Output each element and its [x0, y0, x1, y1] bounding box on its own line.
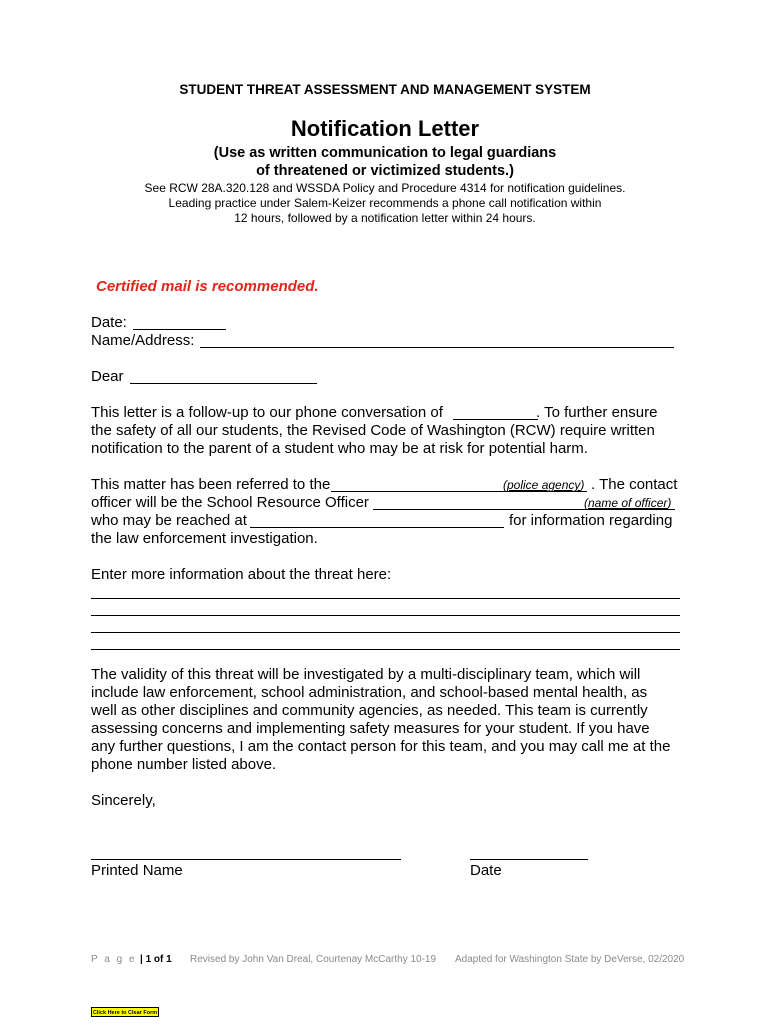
dear-label: Dear [91, 368, 124, 385]
threat-info-line-4[interactable] [91, 649, 680, 650]
revised-note: Revised by John Van Dreal, Courtenay McCarthy 10-19 [190, 954, 437, 965]
printed-name-label: Printed Name [91, 862, 183, 879]
date-label: Date: [91, 314, 127, 331]
page-number: | 1 of 1 [140, 954, 172, 965]
threat-info-line-3[interactable] [91, 632, 680, 633]
signature-date-label: Date [470, 862, 502, 879]
name-address-label: Name/Address: [91, 332, 195, 349]
signature-date-field[interactable] [470, 859, 588, 860]
certified-mail-note: Certified mail is recommended. [96, 278, 319, 295]
p1-line-3: notification to the parent of a student who may be at risk for potential harm. [91, 440, 588, 457]
p2-line-2-a: officer will be the School Resource Officer [91, 494, 369, 511]
clear-form-button[interactable]: Click Here to Clear Form [91, 1007, 159, 1017]
p3-line-6: phone number listed above. [91, 756, 277, 773]
subtitle-line-2: of threatened or victimized students.) [256, 163, 514, 179]
p3-line-1: The validity of this threat will be investigated by a multi-disciplinary team, which will [91, 666, 641, 683]
p3-line-4: assessing concerns and implementing safety measures for your student. If you have [91, 720, 650, 737]
dear-field[interactable] [130, 383, 317, 384]
guideline-line-3: 12 hours, followed by a notification letter within 24 hours. [234, 211, 536, 225]
adapted-note: Adapted for Washington State by DeVerse, 02/2020 [455, 954, 685, 965]
p1-line-1-b: . To further ensure [536, 404, 658, 421]
p3-line-3: well as other disciplines and community agencies, as needed. This team is currently [91, 702, 648, 719]
document-title: Notification Letter [290, 116, 480, 141]
p2-line-4: the law enforcement investigation. [91, 530, 318, 547]
officer-name-hint: (name of officer) [584, 496, 672, 510]
guideline-line-2: Leading practice under Salem-Keizer recommends a phone call notification within [168, 196, 602, 210]
guideline-line-1: See RCW 28A.320.128 and WSSDA Policy and Procedure 4314 for notification guidelines. [144, 181, 626, 195]
p2-line-1-a: This matter has been referred to the [91, 476, 331, 493]
subtitle-line-1: (Use as written communication to legal guardians [213, 145, 557, 161]
p2-line-1-b: . The contact [591, 476, 678, 493]
date-field[interactable] [133, 329, 226, 330]
p3-line-5: any further questions, I am the contact person for this team, and you may call me at the [91, 738, 671, 755]
p2-line-3-b: for information regarding [509, 512, 673, 529]
page-prefix: P a g e [91, 954, 137, 965]
reached-at-field[interactable] [250, 527, 504, 528]
threat-info-label: Enter more information about the threat here: [91, 566, 392, 583]
threat-info-line-1[interactable] [91, 598, 680, 599]
p1-line-1-a: This letter is a follow-up to our phone conversation of [91, 404, 443, 421]
closing: Sincerely, [91, 792, 156, 809]
printed-name-field[interactable] [91, 859, 401, 860]
p2-line-3-a: who may be reached at [91, 512, 247, 529]
p3-line-2: include law enforcement, school administration, and school-based mental health, as [91, 684, 648, 701]
threat-info-line-2[interactable] [91, 615, 680, 616]
system-title: STUDENT THREAT ASSESSMENT AND MANAGEMENT SYSTEM [179, 82, 591, 97]
p1-line-2: the safety of all our students, the Revised Code of Washington (RCW) require written [91, 422, 655, 439]
police-agency-hint: (police agency) [503, 478, 585, 492]
phone-conversation-date-field[interactable] [453, 419, 538, 420]
name-address-field[interactable] [200, 347, 674, 348]
